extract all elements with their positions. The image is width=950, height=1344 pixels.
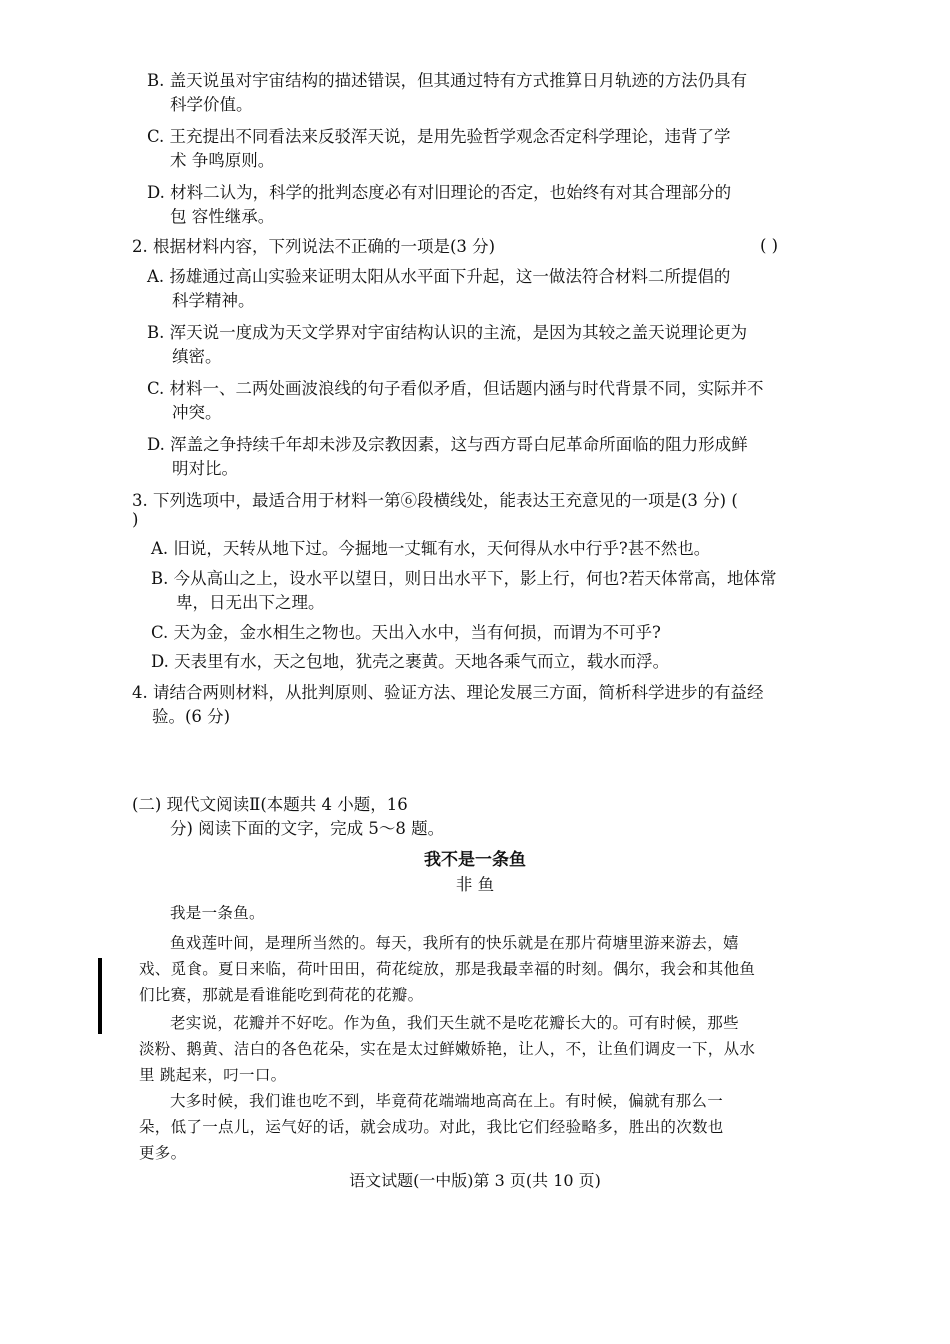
- article-paragraph-4-line2: 朵，低了一点儿，运气好的话，就会成功。对此，我比它们经验略多，胜出的次数也: [139, 1118, 724, 1136]
- q3-option-b-line2: 卑，日无出下之理。: [176, 593, 325, 612]
- q4-stem-line2: 验。(6 分): [152, 707, 231, 726]
- q3-stem-line1: 3. 下列选项中，最适合用于材料一第⑥段横线处，能表达王充意见的一项是(3 分) (: [132, 491, 738, 510]
- q2-option-a-line1: A. 扬雄通过高山实验来证明太阳从水平面下升起，这一做法符合材料二所提倡的: [147, 267, 731, 286]
- q1-option-b-line1: B. 盖天说虽对宇宙结构的描述错误，但其通过特有方式推算日月轨迹的方法仍具有: [147, 71, 748, 90]
- page-footer: 语文试题(一中版)第 3 页(共 10 页): [349, 1171, 601, 1190]
- article-paragraph-4-line3: 更多。: [139, 1144, 187, 1162]
- article-paragraph-2-line3: 们比赛，那就是看谁能吃到荷花的花瓣。: [139, 986, 424, 1004]
- q2-option-a-line2: 科学精神。: [172, 291, 255, 310]
- q4-stem-line1: 4. 请结合两则材料，从批判原则、验证方法、理论发展三方面，简析科学进步的有益经: [132, 683, 764, 702]
- q3-option-a: A. 旧说，天转从地下过。今掘地一丈辄有水，天何得从水中行乎?甚不然也。: [151, 539, 711, 558]
- article-paragraph-4-line1: 大多时候，我们谁也吃不到，毕竟荷花端端地高高在上。有时候，偏就有那么一: [170, 1092, 724, 1110]
- article-paragraph-1: 我是一条鱼。: [170, 904, 265, 922]
- article-author: 非 鱼: [455, 875, 495, 894]
- article-paragraph-3-line2: 淡粉、鹅黄、洁白的各色花朵，实在是太过鲜嫩娇艳，让人，不，让鱼们调皮一下，从水: [139, 1040, 756, 1058]
- q1-option-d-line1: D. 材料二认为，科学的批判态度必有对旧理论的否定，也始终有对其合理部分的: [147, 183, 732, 202]
- q1-option-c-line2: 术 争鸣原则。: [170, 151, 275, 170]
- q2-stem: 2. 根据材料内容，下列说法不正确的一项是(3 分): [132, 237, 496, 256]
- article-paragraph-3-line1: 老实说，花瓣并不好吃。作为鱼，我们天生就不是吃花瓣长大的。可有时候，那些: [170, 1014, 739, 1032]
- q2-option-c-line1: C. 材料一、二两处画波浪线的句子看似矛盾，但话题内涵与时代背景不同，实际并不: [147, 379, 764, 398]
- q1-option-b-line2: 科学价值。: [170, 95, 253, 114]
- q2-option-d-line1: D. 浑盖之争持续千年却未涉及宗教因素，这与西方哥白尼革命所面临的阻力形成鲜: [147, 435, 748, 454]
- article-paragraph-2-line2: 戏、觅食。夏日来临，荷叶田田，荷花绽放，那是我最幸福的时刻。偶尔，我会和其他鱼: [139, 960, 756, 978]
- section2-heading-line1: (二) 现代文阅读Ⅱ(本题共 4 小题，16: [132, 795, 408, 814]
- article-paragraph-2-line1: 鱼戏莲叶间，是理所当然的。每天，我所有的快乐就是在那片荷塘里游来游去，嬉: [170, 934, 739, 952]
- article-title: 我不是一条鱼: [424, 850, 526, 870]
- section2-heading-line2: 分) 阅读下面的文字，完成 5～8 题。: [170, 819, 445, 838]
- q2-option-b-line2: 缜密。: [172, 347, 222, 366]
- q1-option-d-line2: 包 容性继承。: [170, 207, 275, 226]
- q3-option-c: C. 天为金，金水相生之物也。天出入水中，当有何损，而谓为不可乎?: [151, 623, 661, 642]
- q2-option-d-line2: 明对比。: [172, 459, 238, 478]
- q3-option-b-line1: B. 今从高山之上，设水平以望日，则日出水平下，影上行，何也?若天体常高，地体常: [151, 569, 777, 588]
- q3-option-d: D. 天表里有水，天之包地，犹壳之裹黄。天地各乘气而立，载水而浮。: [151, 652, 670, 671]
- q2-option-b-line1: B. 浑天说一度成为天文学界对宇宙结构认识的主流，是因为其较之盖天说理论更为: [147, 323, 748, 342]
- q2-option-c-line2: 冲突。: [172, 403, 222, 422]
- q1-option-c-line1: C. 王充提出不同看法来反驳浑天说，是用先验哲学观念否定科学理论，违背了学: [147, 127, 731, 146]
- q3-stem-line2: ): [132, 510, 139, 529]
- q2-answer-paren: ( ): [760, 236, 779, 255]
- margin-mark: [98, 958, 102, 1034]
- article-paragraph-3-line3: 里 跳起来，叼一口。: [139, 1066, 287, 1084]
